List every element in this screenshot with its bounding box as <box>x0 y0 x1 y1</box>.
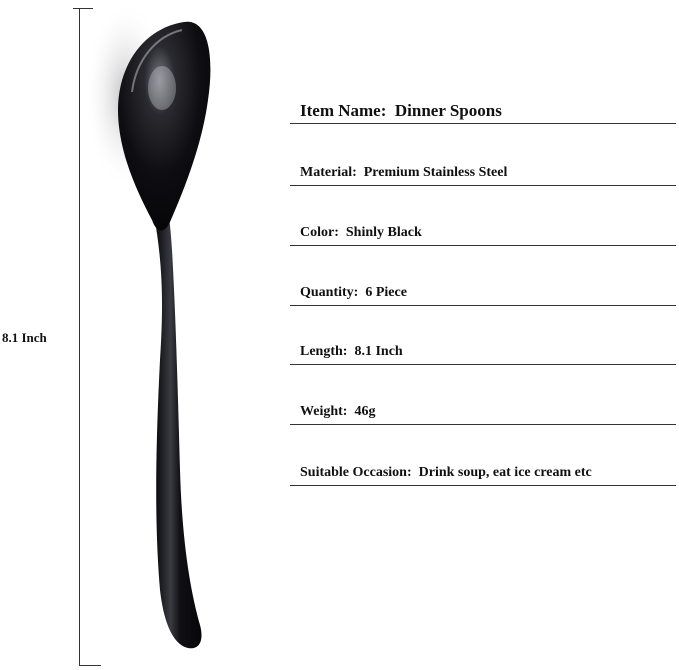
spec-value: Premium Stainless Steel <box>363 165 508 180</box>
spoon-handle <box>154 212 202 648</box>
spec-item-name <box>290 101 676 124</box>
spec-label: Length: <box>300 344 348 359</box>
spec-weight-text <box>290 404 375 420</box>
spec-label: Suitable Occasion: <box>300 465 412 480</box>
dimension-label: 8.1 Inch <box>2 330 47 345</box>
spec-quantity <box>290 285 676 306</box>
spec-label: Item Name: <box>300 101 387 120</box>
spoon-glare <box>148 66 176 110</box>
spec-value: 46g <box>354 404 376 419</box>
spec-occasion <box>290 465 676 486</box>
spec-material-text <box>290 165 507 181</box>
spec-label: Weight: <box>300 404 348 419</box>
spec-item-name-text <box>290 101 502 121</box>
spec-weight <box>290 404 676 425</box>
spec-color <box>290 225 676 246</box>
spec-label: Color: <box>300 225 339 240</box>
spec-length <box>290 344 676 365</box>
spec-label: Material: <box>300 165 357 180</box>
spec-value: Dinner Spoons <box>394 101 502 120</box>
spec-value: 8.1 Inch <box>354 344 403 359</box>
dimension-line <box>79 8 80 666</box>
spec-value: 6 Piece <box>365 285 407 300</box>
spec-occasion-text <box>290 465 592 481</box>
spec-value: Shinly Black <box>345 225 422 240</box>
spec-value: Drink soup, eat ice cream etc <box>418 465 592 480</box>
spec-quantity-text <box>290 285 407 301</box>
spec-material <box>290 165 676 186</box>
spec-label: Quantity: <box>300 285 359 300</box>
spoon-image <box>84 0 234 670</box>
spec-color-text <box>290 225 422 241</box>
spec-length-text <box>290 344 403 360</box>
